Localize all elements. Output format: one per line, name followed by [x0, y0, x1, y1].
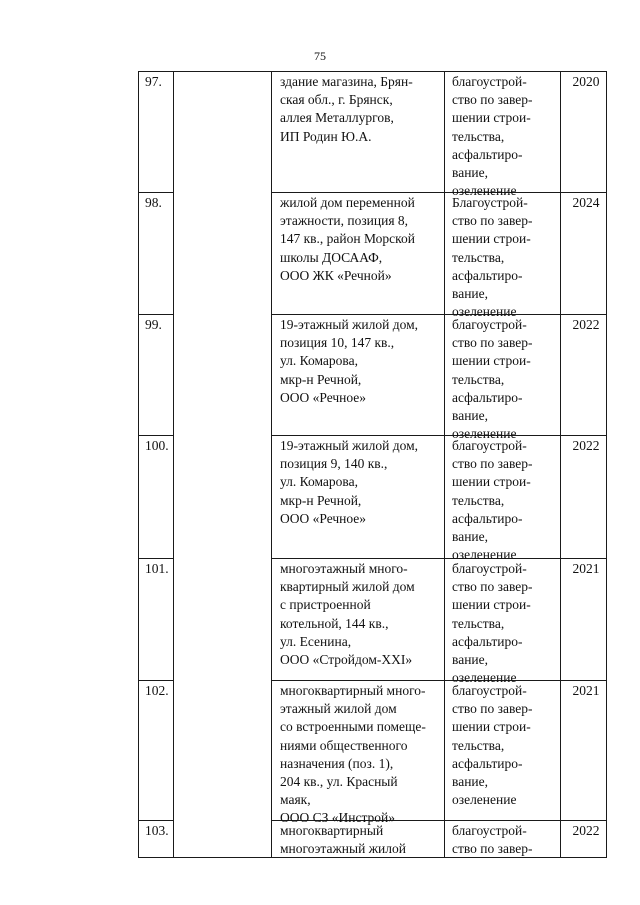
table-row: [139, 558, 606, 686]
work-type: благоустрой- ство по завер- шении строи- тельства, асфальтиро- вание, озеленение: [452, 317, 533, 442]
work-type: благоустрой- ство по завер- шении строи- тельства, асфальтиро- вание, озеленение: [452, 438, 533, 563]
table-row: [139, 192, 606, 320]
table-row: [139, 314, 606, 442]
work-type: благоустрой- ство по завер-: [452, 823, 533, 857]
year: 2022: [572, 823, 600, 838]
table-row: [139, 680, 606, 826]
year: 2020: [572, 74, 600, 89]
row-number: 98.: [145, 195, 162, 210]
year: 2024: [572, 195, 600, 210]
work-type: благоустрой- ство по завер- шении строи- тельства, асфальтиро- вание, озеленение: [452, 683, 533, 808]
year: 2022: [572, 317, 600, 332]
table-row: [139, 435, 606, 563]
row-number: 102.: [145, 683, 169, 698]
objects-table: [138, 71, 607, 858]
row-number: 101.: [145, 561, 169, 576]
object-description: 19-этажный жилой дом, позиция 9, 140 кв., ул. Комарова, мкр-н Речной, ООО «Речное»: [280, 438, 418, 526]
year: 2022: [572, 438, 600, 453]
row-number: 99.: [145, 317, 162, 332]
object-description: многоквартирный многоэтажный жилой: [280, 823, 406, 857]
object-description: жилой дом переменной этажности, позиция 8, 147 кв., район Морской школы ДОСААФ, ООО ЖК «Речной»: [280, 195, 416, 283]
row-number: 103.: [145, 823, 169, 838]
table-row: [139, 820, 606, 857]
work-type: благоустрой- ство по завер- шении строи- тельства, асфальтиро- вание, озеленение: [452, 561, 533, 686]
work-type: благоустрой- ство по завер- шении строи- тельства, асфальтиро- вание, озеленение: [452, 74, 533, 199]
object-description: 19-этажный жилой дом, позиция 10, 147 кв., ул. Комарова, мкр-н Речной, ООО «Речное»: [280, 317, 418, 405]
object-description: здание магазина, Брян- ская обл., г. Брянск, аллея Металлургов, ИП Родин Ю.А.: [280, 74, 413, 144]
object-description: многоквартирный много- этажный жилой дом со встроенными помеще- ниями общественного назначения (поз. 1), 204 кв., ул. Красный маяк, ООО СЗ «Инстрой»: [280, 683, 426, 826]
page-number: 75: [314, 49, 326, 63]
row-number: 100.: [145, 438, 169, 453]
work-type: Благоустрой- ство по завер- шении строи- тельства, асфальтиро- вание, озеленение: [452, 195, 533, 320]
object-description: многоэтажный много- квартирный жилой дом с пристроенной котельной, 144 кв., ул. Есенина, ООО «Стройдом-XXI»: [280, 561, 415, 668]
year: 2021: [572, 561, 600, 576]
table-row: [139, 71, 606, 199]
year: 2021: [572, 683, 600, 698]
row-number: 97.: [145, 74, 162, 89]
